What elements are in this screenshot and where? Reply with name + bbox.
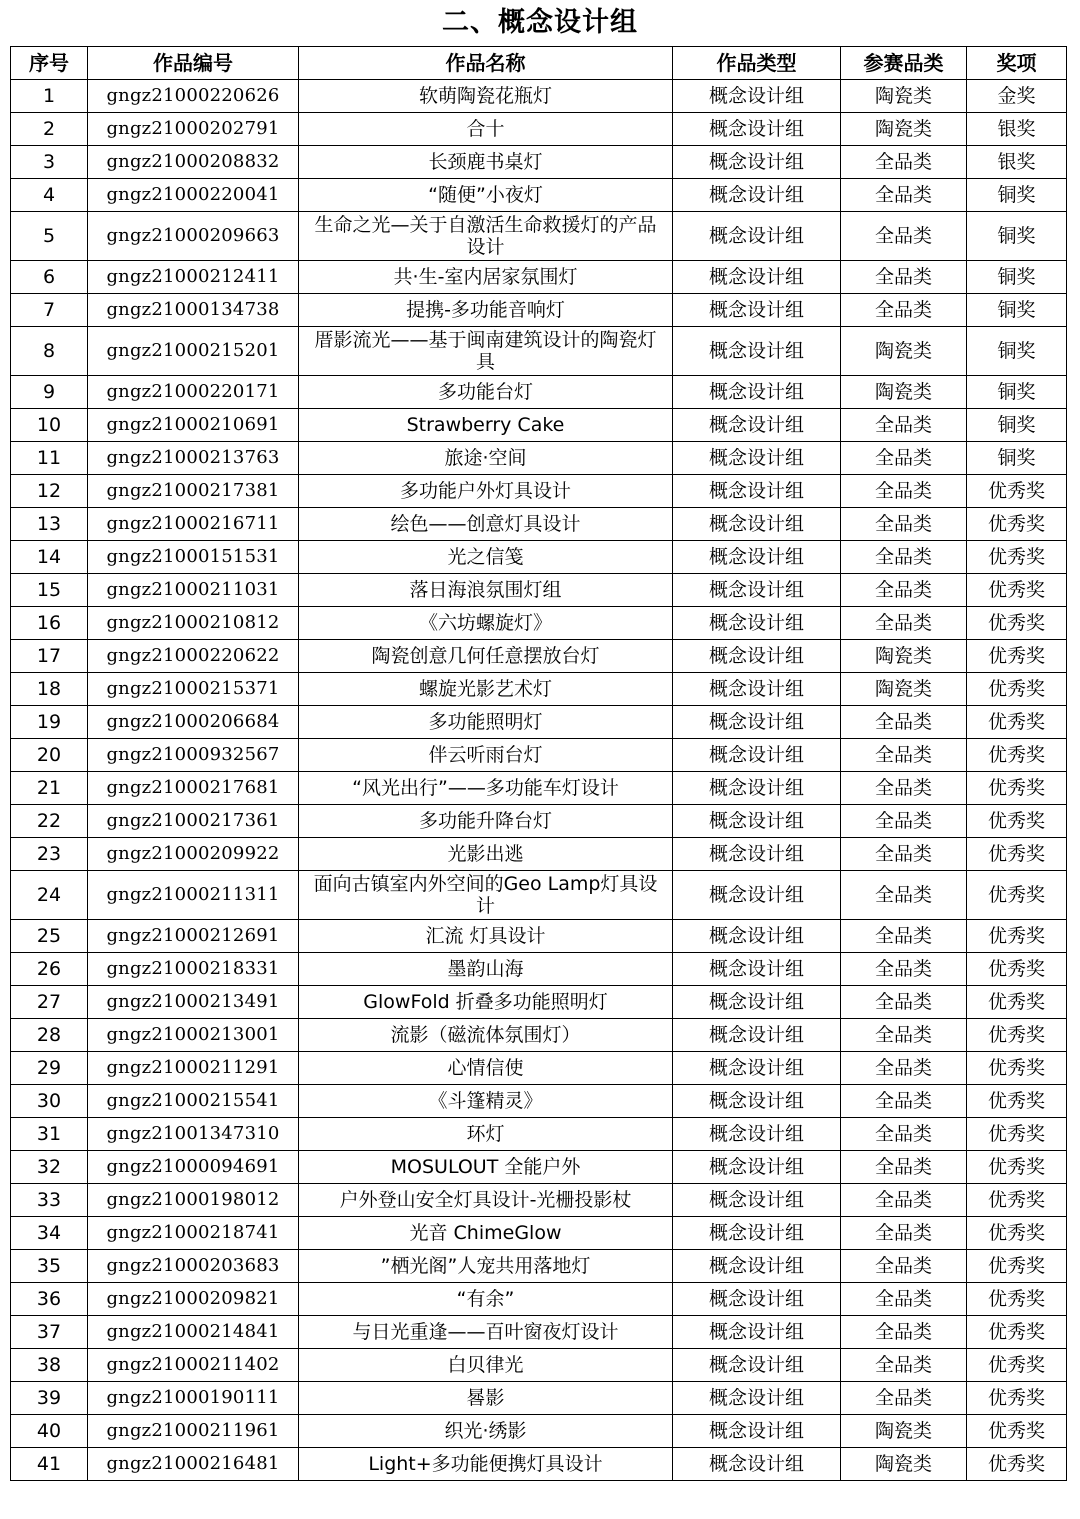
cell-index: 11 <box>11 442 88 475</box>
cell-category: 全品类 <box>841 1184 967 1217</box>
cell-entry-code: gngz21000218331 <box>88 953 299 986</box>
cell-index: 33 <box>11 1184 88 1217</box>
cell-entry-type: 概念设计组 <box>673 673 841 706</box>
cell-index: 30 <box>11 1085 88 1118</box>
cell-award: 优秀奖 <box>967 1085 1067 1118</box>
cell-award: 优秀奖 <box>967 1250 1067 1283</box>
table-row <box>11 640 1067 673</box>
cell-entry-name: 白贝律光 <box>299 1349 673 1382</box>
cell-index: 31 <box>11 1118 88 1151</box>
table-row <box>11 541 1067 574</box>
cell-index: 36 <box>11 1283 88 1316</box>
cell-entry-type: 概念设计组 <box>673 1316 841 1349</box>
cell-entry-name: 晷影 <box>299 1382 673 1415</box>
cell-category: 全品类 <box>841 409 967 442</box>
table-row <box>11 146 1067 179</box>
table-row <box>11 1382 1067 1415</box>
table-row <box>11 1217 1067 1250</box>
cell-entry-type: 概念设计组 <box>673 772 841 805</box>
header-entry-name: 作品名称 <box>299 47 673 80</box>
cell-entry-code: gngz21000217361 <box>88 805 299 838</box>
cell-award: 优秀奖 <box>967 706 1067 739</box>
cell-category: 陶瓷类 <box>841 80 967 113</box>
cell-entry-name: 多功能台灯 <box>299 376 673 409</box>
cell-entry-code: gngz21000210691 <box>88 409 299 442</box>
cell-award: 铜奖 <box>967 376 1067 409</box>
cell-award: 优秀奖 <box>967 574 1067 607</box>
cell-entry-name: Strawberry Cake <box>299 409 673 442</box>
cell-entry-code: gngz21000217681 <box>88 772 299 805</box>
cell-entry-name: 软萌陶瓷花瓶灯 <box>299 80 673 113</box>
cell-entry-type: 概念设计组 <box>673 146 841 179</box>
cell-entry-type: 概念设计组 <box>673 1382 841 1415</box>
cell-index: 40 <box>11 1415 88 1448</box>
cell-entry-type: 概念设计组 <box>673 294 841 327</box>
cell-entry-code: gngz21000213491 <box>88 986 299 1019</box>
cell-award: 优秀奖 <box>967 1184 1067 1217</box>
cell-award: 铜奖 <box>967 179 1067 212</box>
cell-category: 陶瓷类 <box>841 673 967 706</box>
cell-entry-name: 流影（磁流体氛围灯） <box>299 1019 673 1052</box>
cell-category: 陶瓷类 <box>841 640 967 673</box>
cell-category: 全品类 <box>841 1085 967 1118</box>
cell-entry-code: gngz21000220622 <box>88 640 299 673</box>
cell-entry-name: 户外登山安全灯具设计-光栅投影杖 <box>299 1184 673 1217</box>
cell-entry-type: 概念设计组 <box>673 838 841 871</box>
cell-category: 全品类 <box>841 1316 967 1349</box>
cell-index: 13 <box>11 508 88 541</box>
cell-entry-name: Light+多功能便携灯具设计 <box>299 1448 673 1481</box>
cell-category: 全品类 <box>841 1283 967 1316</box>
cell-category: 全品类 <box>841 212 967 261</box>
cell-award: 优秀奖 <box>967 1217 1067 1250</box>
cell-entry-type: 概念设计组 <box>673 261 841 294</box>
cell-entry-name: 心情信使 <box>299 1052 673 1085</box>
cell-entry-code: gngz21000211402 <box>88 1349 299 1382</box>
cell-index: 6 <box>11 261 88 294</box>
table-row <box>11 607 1067 640</box>
cell-entry-name: “有余” <box>299 1283 673 1316</box>
cell-award: 银奖 <box>967 146 1067 179</box>
header-entry-code: 作品编号 <box>88 47 299 80</box>
cell-category: 全品类 <box>841 294 967 327</box>
cell-award: 铜奖 <box>967 294 1067 327</box>
cell-entry-code: gngz21000094691 <box>88 1151 299 1184</box>
cell-entry-code: gngz21000212691 <box>88 920 299 953</box>
cell-index: 35 <box>11 1250 88 1283</box>
cell-index: 18 <box>11 673 88 706</box>
table-row <box>11 1349 1067 1382</box>
cell-entry-type: 概念设计组 <box>673 805 841 838</box>
cell-category: 全品类 <box>841 146 967 179</box>
cell-index: 41 <box>11 1448 88 1481</box>
cell-entry-type: 概念设计组 <box>673 986 841 1019</box>
table-row <box>11 179 1067 212</box>
cell-entry-type: 概念设计组 <box>673 1019 841 1052</box>
cell-entry-name: 长颈鹿书桌灯 <box>299 146 673 179</box>
cell-entry-type: 概念设计组 <box>673 1349 841 1382</box>
cell-entry-code: gngz21000215371 <box>88 673 299 706</box>
header-category: 参赛品类 <box>841 47 967 80</box>
cell-entry-code: gngz21000203683 <box>88 1250 299 1283</box>
table-row <box>11 1085 1067 1118</box>
cell-entry-name: 伴云听雨台灯 <box>299 739 673 772</box>
cell-award: 优秀奖 <box>967 838 1067 871</box>
cell-award: 优秀奖 <box>967 1382 1067 1415</box>
cell-award: 优秀奖 <box>967 1151 1067 1184</box>
cell-index: 32 <box>11 1151 88 1184</box>
cell-category: 全品类 <box>841 871 967 920</box>
cell-index: 2 <box>11 113 88 146</box>
cell-index: 20 <box>11 739 88 772</box>
cell-entry-code: gngz21000220041 <box>88 179 299 212</box>
cell-entry-name: 陶瓷创意几何任意摆放台灯 <box>299 640 673 673</box>
cell-award: 铜奖 <box>967 442 1067 475</box>
table-row <box>11 871 1067 920</box>
cell-award: 优秀奖 <box>967 1448 1067 1481</box>
cell-category: 全品类 <box>841 442 967 475</box>
cell-index: 25 <box>11 920 88 953</box>
cell-category: 全品类 <box>841 607 967 640</box>
table-row <box>11 1019 1067 1052</box>
table-row <box>11 261 1067 294</box>
cell-award: 优秀奖 <box>967 871 1067 920</box>
cell-index: 29 <box>11 1052 88 1085</box>
page-title: 二、概念设计组 <box>442 7 638 38</box>
cell-entry-code: gngz21000211031 <box>88 574 299 607</box>
cell-category: 全品类 <box>841 1349 967 1382</box>
table-row <box>11 1283 1067 1316</box>
cell-entry-code: gngz21000216711 <box>88 508 299 541</box>
cell-award: 优秀奖 <box>967 739 1067 772</box>
table-row <box>11 475 1067 508</box>
cell-category: 陶瓷类 <box>841 376 967 409</box>
cell-entry-type: 概念设计组 <box>673 739 841 772</box>
cell-entry-name: 光之信笺 <box>299 541 673 574</box>
cell-index: 14 <box>11 541 88 574</box>
cell-award: 金奖 <box>967 80 1067 113</box>
cell-award: 优秀奖 <box>967 986 1067 1019</box>
cell-index: 16 <box>11 607 88 640</box>
cell-index: 8 <box>11 327 88 376</box>
cell-award: 优秀奖 <box>967 541 1067 574</box>
table-row <box>11 508 1067 541</box>
cell-entry-type: 概念设计组 <box>673 1217 841 1250</box>
cell-entry-name: 《六坊螺旋灯》 <box>299 607 673 640</box>
cell-entry-code: gngz21000217381 <box>88 475 299 508</box>
cell-entry-type: 概念设计组 <box>673 1118 841 1151</box>
cell-index: 39 <box>11 1382 88 1415</box>
cell-index: 12 <box>11 475 88 508</box>
cell-index: 38 <box>11 1349 88 1382</box>
table-header-row <box>11 47 1067 80</box>
cell-category: 全品类 <box>841 739 967 772</box>
cell-index: 34 <box>11 1217 88 1250</box>
cell-category: 全品类 <box>841 920 967 953</box>
cell-index: 15 <box>11 574 88 607</box>
cell-entry-type: 概念设计组 <box>673 475 841 508</box>
cell-entry-name: 合十 <box>299 113 673 146</box>
cell-entry-type: 概念设计组 <box>673 953 841 986</box>
cell-category: 全品类 <box>841 475 967 508</box>
cell-entry-name: 共·生-室内居家氛围灯 <box>299 261 673 294</box>
cell-entry-type: 概念设计组 <box>673 1085 841 1118</box>
cell-index: 19 <box>11 706 88 739</box>
cell-index: 22 <box>11 805 88 838</box>
cell-entry-code: gngz21000211311 <box>88 871 299 920</box>
cell-entry-code: gngz21000202791 <box>88 113 299 146</box>
cell-entry-code: gngz21000220626 <box>88 80 299 113</box>
cell-category: 全品类 <box>841 179 967 212</box>
cell-entry-code: gngz21000209663 <box>88 212 299 261</box>
cell-category: 全品类 <box>841 1250 967 1283</box>
table-row <box>11 772 1067 805</box>
cell-entry-code: gngz21000210812 <box>88 607 299 640</box>
cell-index: 21 <box>11 772 88 805</box>
cell-entry-code: gngz21000215541 <box>88 1085 299 1118</box>
table-row <box>11 1184 1067 1217</box>
cell-entry-name: 织光·绣影 <box>299 1415 673 1448</box>
cell-entry-code: gngz21001347310 <box>88 1118 299 1151</box>
cell-index: 26 <box>11 953 88 986</box>
cell-entry-name: 多功能升降台灯 <box>299 805 673 838</box>
table-row <box>11 327 1067 376</box>
table-row <box>11 1448 1067 1481</box>
cell-entry-type: 概念设计组 <box>673 442 841 475</box>
cell-category: 全品类 <box>841 805 967 838</box>
cell-award: 优秀奖 <box>967 805 1067 838</box>
cell-entry-type: 概念设计组 <box>673 1448 841 1481</box>
awards-table <box>10 46 1067 1481</box>
cell-entry-type: 概念设计组 <box>673 1151 841 1184</box>
cell-entry-code: gngz21000212411 <box>88 261 299 294</box>
header-entry-type: 作品类型 <box>673 47 841 80</box>
cell-entry-name: 面向古镇室内外空间的Geo Lamp灯具设计 <box>299 871 673 920</box>
cell-entry-code: gngz21000151531 <box>88 541 299 574</box>
cell-entry-name: 绘色——创意灯具设计 <box>299 508 673 541</box>
cell-entry-type: 概念设计组 <box>673 541 841 574</box>
cell-entry-type: 概念设计组 <box>673 920 841 953</box>
cell-entry-type: 概念设计组 <box>673 376 841 409</box>
cell-entry-code: gngz21000213001 <box>88 1019 299 1052</box>
cell-category: 陶瓷类 <box>841 327 967 376</box>
cell-entry-code: gngz21000215201 <box>88 327 299 376</box>
cell-category: 全品类 <box>841 953 967 986</box>
cell-entry-type: 概念设计组 <box>673 1415 841 1448</box>
table-row <box>11 1118 1067 1151</box>
table-row <box>11 409 1067 442</box>
cell-entry-name: 提携-多功能音响灯 <box>299 294 673 327</box>
cell-entry-name: 与日光重逢——百叶窗夜灯设计 <box>299 1316 673 1349</box>
cell-entry-type: 概念设计组 <box>673 640 841 673</box>
cell-entry-type: 概念设计组 <box>673 871 841 920</box>
cell-entry-code: gngz21000211961 <box>88 1415 299 1448</box>
cell-category: 陶瓷类 <box>841 1448 967 1481</box>
cell-award: 优秀奖 <box>967 673 1067 706</box>
table-row <box>11 1151 1067 1184</box>
cell-entry-type: 概念设计组 <box>673 1283 841 1316</box>
cell-entry-type: 概念设计组 <box>673 80 841 113</box>
cell-entry-type: 概念设计组 <box>673 327 841 376</box>
cell-entry-type: 概念设计组 <box>673 113 841 146</box>
cell-award: 优秀奖 <box>967 1019 1067 1052</box>
cell-award: 优秀奖 <box>967 1316 1067 1349</box>
cell-entry-code: gngz21000216481 <box>88 1448 299 1481</box>
table-row <box>11 805 1067 838</box>
table-row <box>11 986 1067 1019</box>
cell-entry-name: 《斗篷精灵》 <box>299 1085 673 1118</box>
cell-entry-type: 概念设计组 <box>673 508 841 541</box>
cell-category: 全品类 <box>841 541 967 574</box>
cell-category: 全品类 <box>841 772 967 805</box>
cell-entry-type: 概念设计组 <box>673 212 841 261</box>
cell-entry-type: 概念设计组 <box>673 706 841 739</box>
table-row <box>11 920 1067 953</box>
table-row <box>11 673 1067 706</box>
cell-category: 陶瓷类 <box>841 1415 967 1448</box>
table-row <box>11 706 1067 739</box>
cell-entry-code: gngz21000209821 <box>88 1283 299 1316</box>
cell-category: 全品类 <box>841 838 967 871</box>
cell-entry-code: gngz21000134738 <box>88 294 299 327</box>
cell-award: 优秀奖 <box>967 1283 1067 1316</box>
cell-award: 优秀奖 <box>967 1349 1067 1382</box>
cell-award: 优秀奖 <box>967 953 1067 986</box>
cell-index: 27 <box>11 986 88 1019</box>
cell-award: 铜奖 <box>967 327 1067 376</box>
table-row <box>11 442 1067 475</box>
table-row <box>11 113 1067 146</box>
cell-award: 优秀奖 <box>967 1415 1067 1448</box>
cell-entry-code: gngz21000932567 <box>88 739 299 772</box>
cell-entry-code: gngz21000208832 <box>88 146 299 179</box>
cell-award: 优秀奖 <box>967 508 1067 541</box>
table-row <box>11 574 1067 607</box>
cell-category: 全品类 <box>841 706 967 739</box>
cell-award: 铜奖 <box>967 409 1067 442</box>
cell-index: 9 <box>11 376 88 409</box>
cell-index: 23 <box>11 838 88 871</box>
cell-entry-code: gngz21000206684 <box>88 706 299 739</box>
cell-index: 17 <box>11 640 88 673</box>
cell-category: 全品类 <box>841 1151 967 1184</box>
cell-award: 优秀奖 <box>967 1052 1067 1085</box>
table-row <box>11 739 1067 772</box>
cell-entry-name: GlowFold 折叠多功能照明灯 <box>299 986 673 1019</box>
cell-index: 3 <box>11 146 88 179</box>
cell-entry-code: gngz21000214841 <box>88 1316 299 1349</box>
cell-entry-type: 概念设计组 <box>673 1184 841 1217</box>
cell-entry-type: 概念设计组 <box>673 409 841 442</box>
table-row <box>11 212 1067 261</box>
cell-entry-code: gngz21000211291 <box>88 1052 299 1085</box>
cell-entry-name: 光影出逃 <box>299 838 673 871</box>
cell-award: 优秀奖 <box>967 640 1067 673</box>
cell-index: 4 <box>11 179 88 212</box>
cell-entry-type: 概念设计组 <box>673 574 841 607</box>
cell-entry-name: 落日海浪氛围灯组 <box>299 574 673 607</box>
cell-entry-code: gngz21000218741 <box>88 1217 299 1250</box>
cell-entry-name: 汇流 灯具设计 <box>299 920 673 953</box>
table-row <box>11 376 1067 409</box>
cell-entry-name: 生命之光—关于自激活生命救援灯的产品设计 <box>299 212 673 261</box>
cell-award: 铜奖 <box>967 261 1067 294</box>
cell-award: 优秀奖 <box>967 607 1067 640</box>
table-row <box>11 1052 1067 1085</box>
table-row <box>11 80 1067 113</box>
cell-entry-code: gngz21000198012 <box>88 1184 299 1217</box>
cell-entry-name: 旅途·空间 <box>299 442 673 475</box>
table-row <box>11 838 1067 871</box>
table-body <box>11 80 1067 1481</box>
cell-entry-name: ”栖光阁”人宠共用落地灯 <box>299 1250 673 1283</box>
cell-award: 优秀奖 <box>967 1118 1067 1151</box>
cell-entry-type: 概念设计组 <box>673 179 841 212</box>
cell-entry-name: MOSULOUT 全能户外 <box>299 1151 673 1184</box>
cell-category: 全品类 <box>841 574 967 607</box>
table-row <box>11 953 1067 986</box>
cell-category: 全品类 <box>841 1118 967 1151</box>
cell-entry-name: “风光出行”——多功能车灯设计 <box>299 772 673 805</box>
header-index: 序号 <box>11 47 88 80</box>
cell-entry-name: 多功能照明灯 <box>299 706 673 739</box>
table-row <box>11 1250 1067 1283</box>
cell-index: 7 <box>11 294 88 327</box>
cell-award: 银奖 <box>967 113 1067 146</box>
cell-index: 37 <box>11 1316 88 1349</box>
cell-entry-type: 概念设计组 <box>673 1052 841 1085</box>
cell-entry-code: gngz21000220171 <box>88 376 299 409</box>
cell-category: 全品类 <box>841 1019 967 1052</box>
cell-entry-name: 多功能户外灯具设计 <box>299 475 673 508</box>
cell-index: 28 <box>11 1019 88 1052</box>
cell-award: 铜奖 <box>967 212 1067 261</box>
cell-entry-name: 螺旋光影艺术灯 <box>299 673 673 706</box>
cell-category: 全品类 <box>841 1052 967 1085</box>
cell-entry-name: 环灯 <box>299 1118 673 1151</box>
cell-category: 陶瓷类 <box>841 113 967 146</box>
cell-entry-type: 概念设计组 <box>673 1250 841 1283</box>
cell-index: 5 <box>11 212 88 261</box>
cell-category: 全品类 <box>841 508 967 541</box>
table-row <box>11 294 1067 327</box>
cell-entry-name: 墨韵山海 <box>299 953 673 986</box>
cell-index: 1 <box>11 80 88 113</box>
cell-index: 24 <box>11 871 88 920</box>
cell-category: 全品类 <box>841 1217 967 1250</box>
cell-entry-name: “随便”小夜灯 <box>299 179 673 212</box>
cell-index: 10 <box>11 409 88 442</box>
cell-entry-name: 厝影流光——基于闽南建筑设计的陶瓷灯具 <box>299 327 673 376</box>
table-row <box>11 1415 1067 1448</box>
cell-category: 全品类 <box>841 261 967 294</box>
cell-category: 全品类 <box>841 986 967 1019</box>
cell-entry-code: gngz21000190111 <box>88 1382 299 1415</box>
cell-award: 优秀奖 <box>967 475 1067 508</box>
header-award: 奖项 <box>967 47 1067 80</box>
cell-entry-type: 概念设计组 <box>673 607 841 640</box>
cell-entry-code: gngz21000213763 <box>88 442 299 475</box>
cell-award: 优秀奖 <box>967 920 1067 953</box>
cell-category: 全品类 <box>841 1382 967 1415</box>
cell-entry-code: gngz21000209922 <box>88 838 299 871</box>
table-row <box>11 1316 1067 1349</box>
cell-entry-name: 光音 ChimeGlow <box>299 1217 673 1250</box>
cell-award: 优秀奖 <box>967 772 1067 805</box>
